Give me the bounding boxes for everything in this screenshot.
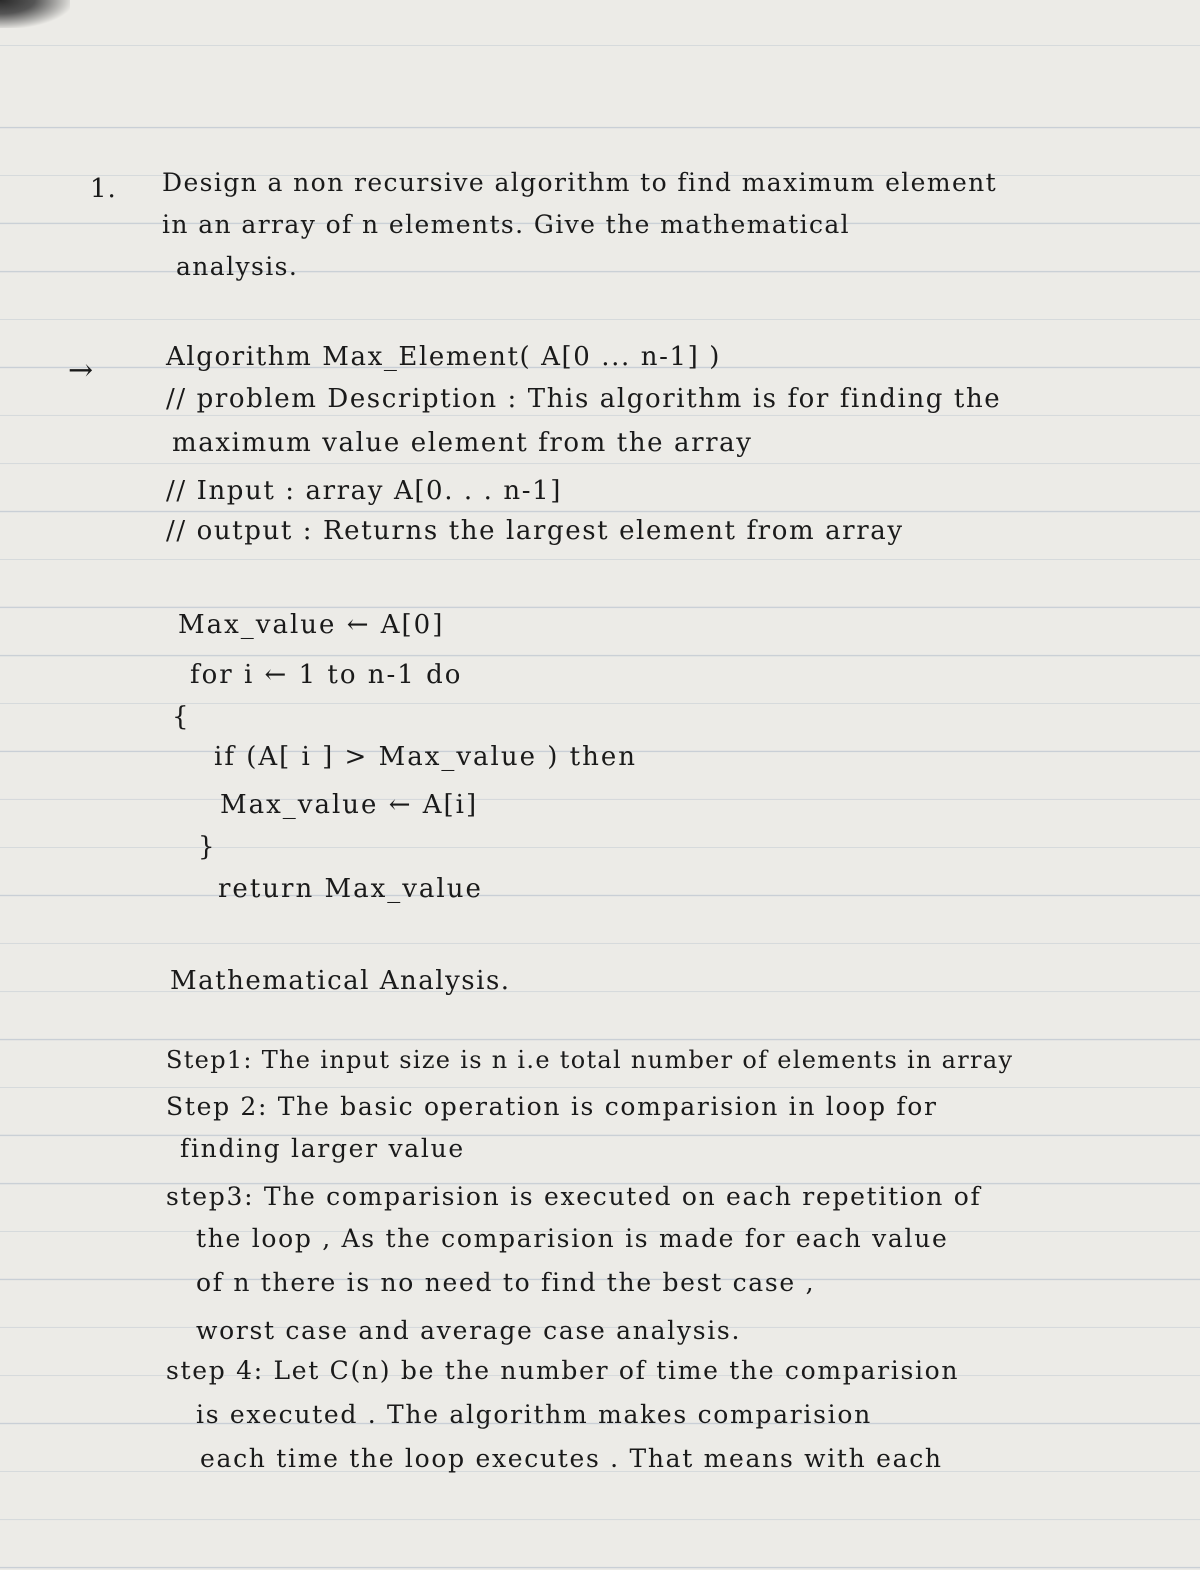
answer-arrow-icon: →	[68, 353, 95, 388]
step-line: Step1: The input size is n i.e total number of elements in array	[166, 1046, 1014, 1074]
algorithm-description: // problem Description : This algorithm is for finding the	[166, 384, 1002, 414]
step-line: of n there is no need to find the best case ,	[196, 1268, 816, 1297]
algorithm-input: // Input : array A[0. . . n-1]	[166, 476, 563, 506]
code-line-assign: Max_value ← A[i]	[220, 790, 479, 820]
algorithm-title: Algorithm Max_Element( A[0 ... n-1] )	[166, 342, 721, 372]
step-line: Step 2: The basic operation is comparision in loop for	[166, 1092, 938, 1121]
code-line-for: for i ← 1 to n-1 do	[190, 660, 463, 690]
step-line: is executed . The algorithm makes comparision	[196, 1400, 872, 1429]
question-line: in an array of n elements. Give the mathematical	[162, 210, 851, 239]
question-number: 1.	[90, 174, 117, 204]
code-line-if: if (A[ i ] > Max_value ) then	[214, 742, 637, 772]
step-line: worst case and average case analysis.	[196, 1316, 742, 1345]
question-line: Design a non recursive algorithm to find maximum element	[162, 168, 998, 197]
code-close-brace: }	[198, 832, 217, 862]
algorithm-description-cont: maximum value element from the array	[172, 428, 753, 458]
step-line: the loop , As the comparision is made for each value	[196, 1224, 949, 1253]
code-line-return: return Max_value	[218, 874, 483, 904]
code-line-init: Max_value ← A[0]	[178, 610, 445, 640]
algorithm-output: // output : Returns the largest element from array	[166, 516, 904, 546]
step-line: each time the loop executes . That means with each	[200, 1444, 943, 1473]
analysis-heading: Mathematical Analysis.	[170, 966, 511, 996]
question-line: analysis.	[176, 252, 299, 281]
page-corner-shadow	[0, 0, 70, 28]
step-line: step 4: Let C(n) be the number of time the comparision	[166, 1356, 960, 1385]
code-open-brace: {	[172, 702, 191, 732]
step-line: step3: The comparision is executed on each repetition of	[166, 1182, 982, 1211]
step-line: finding larger value	[180, 1134, 465, 1163]
